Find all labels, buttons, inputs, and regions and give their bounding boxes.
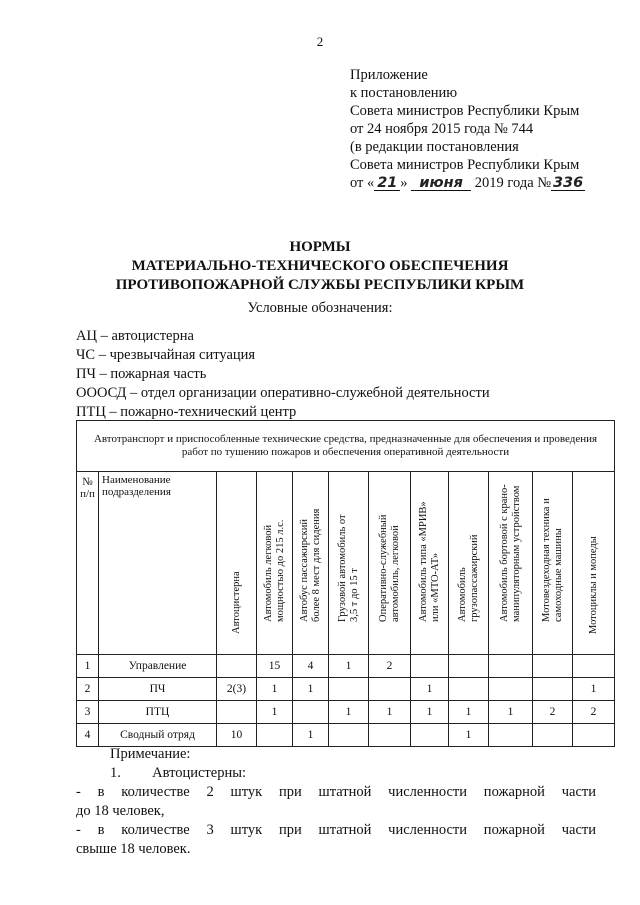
column-header-text: Грузовой автомобиль от [336, 514, 348, 622]
appendix-line: от 24 ноября 2015 года № 744 [350, 121, 534, 137]
column-header [293, 472, 329, 655]
note-bullet-line: свыше 18 человек. [76, 841, 191, 857]
table-cell: 1 [411, 701, 449, 724]
title-line: МАТЕРИАЛЬНО-ТЕХНИЧЕСКОГО ОБЕСПЕЧЕНИЯ [131, 258, 509, 274]
note-bullet-line: - в количестве 2 штук при штатной численности пожарной части [76, 784, 596, 800]
column-header-name: Наименование подразделения [99, 472, 217, 655]
column-header-text: Автомобиль легковой [262, 524, 274, 622]
column-header-text: Автомобиль типа «МРИВ» [417, 501, 429, 622]
table-row [77, 655, 615, 678]
table-cell [217, 655, 257, 678]
appendix-line: к постановлению [350, 85, 458, 101]
table-cell [573, 724, 615, 747]
note-item [76, 764, 596, 783]
appendix-line: Совета министров Республики Крым [350, 157, 580, 173]
column-header [329, 472, 369, 655]
table-cell [489, 655, 533, 678]
column-header-text: Оперативно-служебный [377, 514, 389, 622]
table-cell: 1 [489, 701, 533, 724]
date-prefix: от « [350, 175, 375, 191]
table-cell [329, 724, 369, 747]
table-cell: 1 [329, 655, 369, 678]
legend-item: ПЧ – пожарная часть [76, 366, 207, 382]
appendix-block [350, 66, 585, 192]
appendix-line: (в редакции постановления [350, 139, 519, 155]
column-header-text: 3,5 т до 15 т [348, 568, 360, 622]
table-cell [489, 724, 533, 747]
appendix-line: Приложение [350, 67, 428, 83]
table-cell: 1 [293, 724, 329, 747]
column-header [369, 472, 411, 655]
legend-item: ОООСД – отдел организации оперативно-служебной деятельности [76, 385, 490, 401]
row-number: 2 [77, 678, 99, 701]
table-cell: 1 [449, 701, 489, 724]
row-name: Сводный отряд [99, 724, 217, 747]
appendix-date-line [350, 174, 585, 192]
table-cell: 1 [329, 701, 369, 724]
table-cell: 15 [257, 655, 293, 678]
column-header-text: Автомобиль [456, 567, 468, 622]
table-cell [369, 724, 411, 747]
column-header [533, 472, 573, 655]
legend-item: ПТЦ – пожарно-технический центр [76, 404, 297, 420]
column-header [257, 472, 293, 655]
note-item-number: 1. [110, 765, 121, 781]
table-cell [533, 678, 573, 701]
legend-heading: Условные обозначения: [247, 300, 393, 316]
table-cell: 1 [257, 701, 293, 724]
column-header-text: Автомобиль бортовой с крано- [498, 484, 510, 622]
table-cell [449, 678, 489, 701]
column-header [217, 472, 257, 655]
date-year: 2019 года № [474, 175, 552, 191]
column-header-text: Автобус пассажирский [298, 519, 310, 622]
row-name: Управление [99, 655, 217, 678]
appendix-line: Совета министров Республики Крым [350, 103, 580, 119]
column-header [573, 472, 615, 655]
table-cell [573, 655, 615, 678]
table-cell [217, 701, 257, 724]
table-cell: 1 [449, 724, 489, 747]
table-top-header: Автотранспорт и приспособленные технические средства, предназначенные для обеспечения и проведения работ по тушению пожаров и обеспечения оперативной деятельности [77, 421, 615, 472]
column-header-text: манипуляторным устройством [510, 485, 522, 622]
row-name: ПЧ [99, 678, 217, 701]
table-cell [489, 678, 533, 701]
handwritten-day: 21 [374, 176, 400, 191]
row-number: 1 [77, 655, 99, 678]
column-header-text: или «МТО-АТ» [429, 552, 441, 622]
column-header-text: грузопассажирский [468, 534, 480, 622]
title-line: НОРМЫ [289, 239, 351, 255]
table-cell: 1 [411, 678, 449, 701]
column-header [449, 472, 489, 655]
column-header-text: Автоцистерна [230, 571, 242, 634]
column-header-text: самоходные машины [552, 528, 564, 622]
column-header-text: мощностью до 215 л.с. [274, 519, 286, 622]
table-cell [369, 678, 411, 701]
table-cell: 2 [369, 655, 411, 678]
document-title [0, 238, 640, 295]
handwritten-month: июня [411, 176, 471, 191]
table-cell: 4 [293, 655, 329, 678]
table-cell: 1 [257, 678, 293, 701]
table-cell: 10 [217, 724, 257, 747]
table-cell: 2 [533, 701, 573, 724]
table-cell [533, 724, 573, 747]
quote-close: » [400, 175, 408, 191]
note-item-title: Автоцистерны: [152, 765, 246, 781]
table-cell [411, 655, 449, 678]
column-header-text: более 8 мест для сидения [310, 508, 322, 622]
table-row [77, 724, 615, 747]
norms-table [76, 420, 615, 747]
table-cell [411, 724, 449, 747]
title-line: ПРОТИВОПОЖАРНОЙ СЛУЖБЫ РЕСПУБЛИКИ КРЫМ [115, 277, 525, 293]
table-row [77, 678, 615, 701]
page-number: 2 [316, 34, 324, 49]
row-name: ПТЦ [99, 701, 217, 724]
row-number: 4 [77, 724, 99, 747]
legend-item: АЦ – автоцистерна [76, 328, 194, 344]
note-bullet-line: - в количестве 3 штук при штатной численности пожарной части [76, 822, 596, 838]
column-header-text: автомобиль, легковой [389, 525, 401, 622]
column-header [489, 472, 533, 655]
table-cell [449, 655, 489, 678]
column-header-text: Мотоциклы и мопеды [587, 536, 599, 634]
table-cell: 2 [573, 701, 615, 724]
table-cell [293, 701, 329, 724]
table-row [77, 701, 615, 724]
handwritten-number: 336 [552, 175, 584, 191]
table-cell: 1 [293, 678, 329, 701]
legend-item: ЧС – чрезвычайная ситуация [76, 347, 256, 363]
table-cell: 1 [369, 701, 411, 724]
table-cell [533, 655, 573, 678]
table-cell [257, 724, 293, 747]
note-block [76, 745, 596, 859]
table-cell: 1 [573, 678, 615, 701]
legend-list [76, 327, 490, 422]
column-header-number: № п/п [77, 472, 99, 655]
note-heading: Примечание: [110, 746, 191, 762]
table-cell: 2(3) [217, 678, 257, 701]
column-header [411, 472, 449, 655]
table-cell [329, 678, 369, 701]
column-header-text: Мотовездеходная техника и [540, 498, 552, 622]
note-bullet-line: до 18 человек, [76, 803, 165, 819]
row-number: 3 [77, 701, 99, 724]
